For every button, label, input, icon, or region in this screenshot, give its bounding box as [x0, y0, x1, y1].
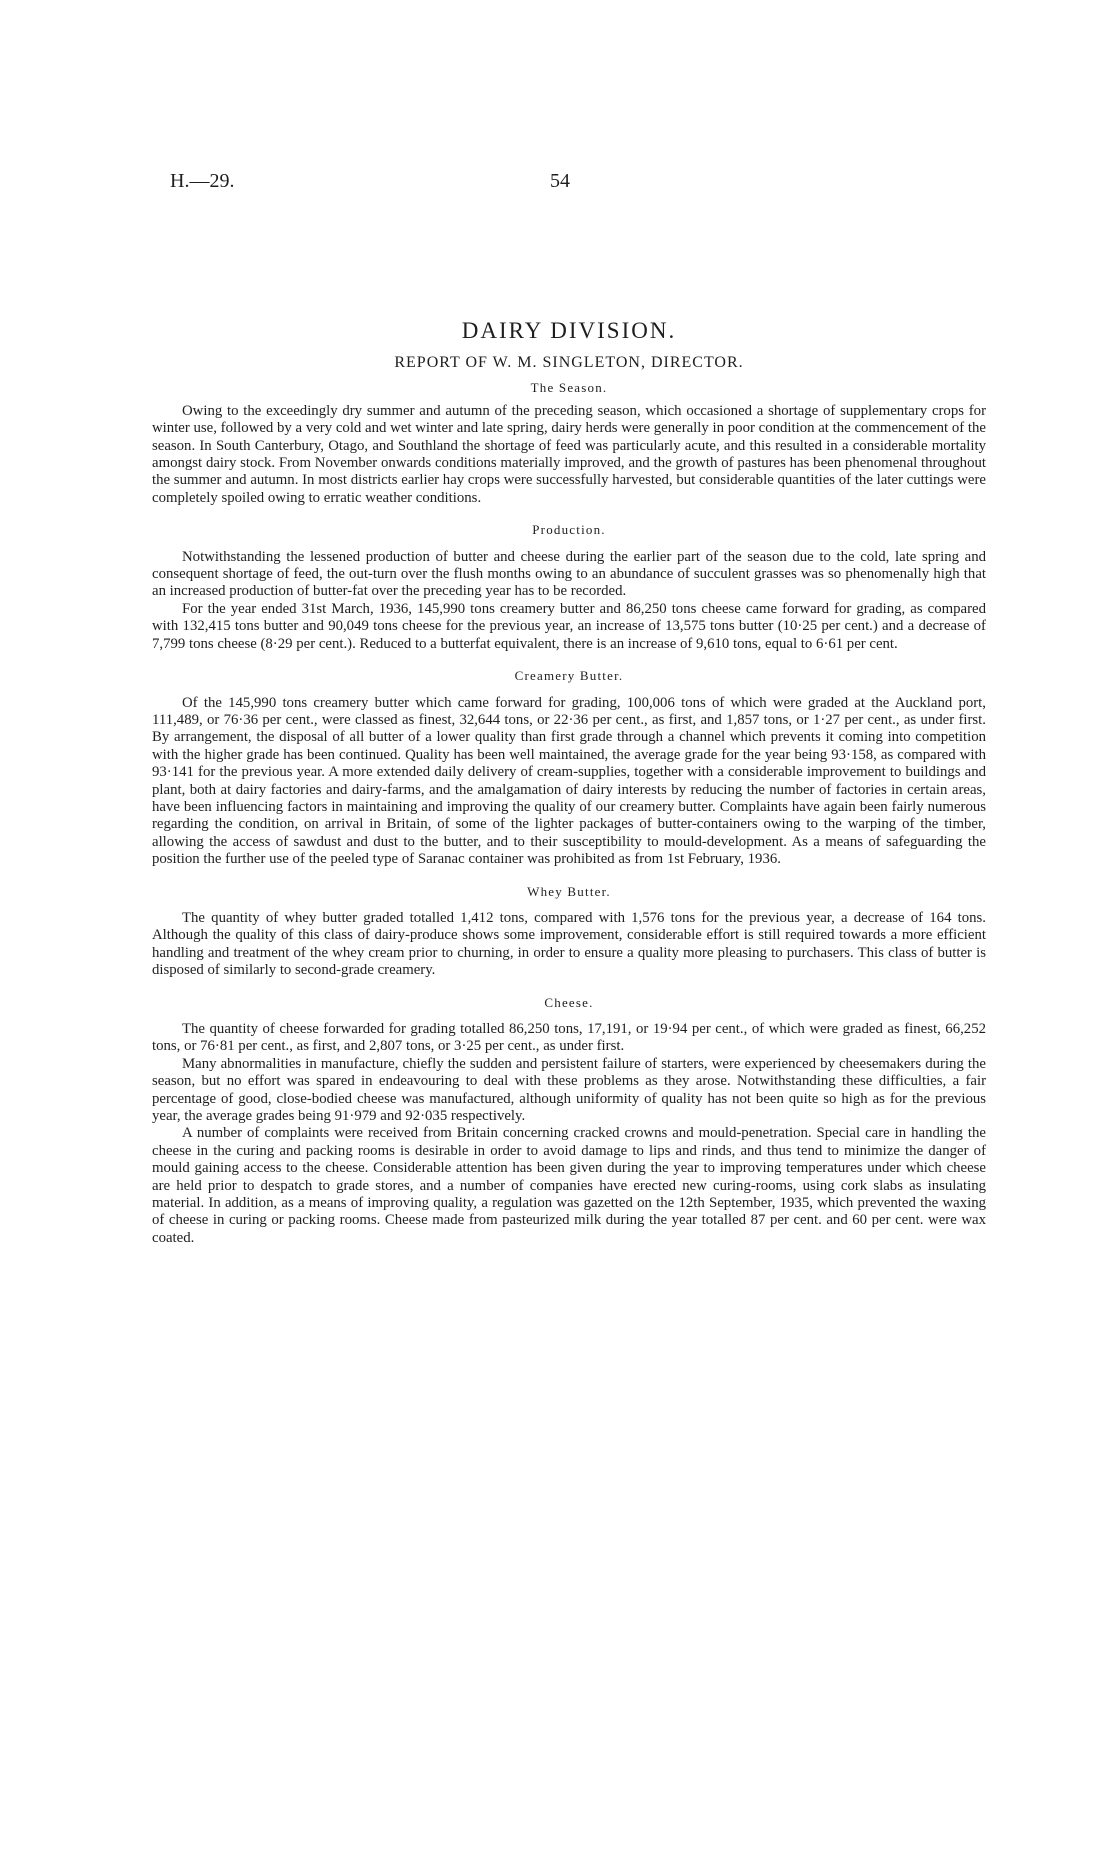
section-heading-cheese: Cheese.: [544, 994, 594, 1010]
cheese-paragraph-2: Many abnormalities in manufacture, chiefly the sudden and persistent failure of starters, were experienced by cheesemakers during the season, but no effort was spared in endeavouring to deal with these problems as they arose. Notwithstanding these difficulties, a fair percentage of good, close-bodied cheese was manufactured, although uniformity of quality has not been quite so high as for the previous year, the average grades being 91·979 and 92·035 respectively.: [152, 1055, 986, 1125]
document-reference: H.—29.: [170, 170, 235, 192]
season-paragraph: Owing to the exceedingly dry summer and autumn of the preceding season, which occasioned a shortage of supplementary crops for winter use, followed by a very cold and wet winter and late spring, dairy herds were generally in poor condition at the commencement of the season. In South Canterbury, Otago, and Southland the shortage of feed was particularly acute, and this resulted in a considerable mortality amongst dairy stock. From November onwards conditions materially improved, and the growth of pastures has been phenomenal throughout the summer and autumn. In most districts earlier hay crops were successfully harvested, but considerable quantities of the later cuttings were completely spoiled owing to erratic weather conditions.: [152, 402, 986, 506]
section-heading-creamery-butter: Creamery Butter.: [514, 668, 624, 684]
page-number: 54: [550, 170, 570, 192]
production-paragraph-1: Notwithstanding the lessened production of butter and cheese during the earlier part of the season due to the cold, late spring and consequent shortage of feed, the out-turn over the flush months owing to an abundance of succulent grasses was so phenomenally high that an increased production of butter-fat over the preceding year has to be recorded.: [152, 548, 986, 600]
production-paragraph-2: For the year ended 31st March, 1936, 145,990 tons creamery butter and 86,250 tons cheese came forward for grading, as compared with 132,415 tons butter and 90,049 tons cheese for the previous year, an increase of 13,575 tons butter (10·25 per cent.) and a decrease of 7,799 tons cheese (8·29 per cent.). Reduced to a butterfat equivalent, there is an increase of 9,610 tons, equal to 6·61 per cent.: [152, 600, 986, 652]
report-subtitle: REPORT OF W. M. SINGLETON, DIRECTOR.: [394, 354, 744, 371]
cheese-paragraph-3: A number of complaints were received from Britain concerning cracked crowns and mould-penetration. Special care in handling the cheese in the curing and packing rooms is desirable in order to avoid damage to lips and rinds, and thus tend to minimize the danger of mould gaining access to the cheese. Considerable attention has been given during the year to improving temperatures under which cheese are held prior to despatch to grade stores, and a number of companies have erected new curing-rooms, using cork slabs as insulating material. In addition, as a means of improving quality, a regulation was gazetted on the 12th September, 1935, which prevented the waxing of cheese in curing or packing rooms. Cheese made from pasteurized milk during the year totalled 87 per cent. and 60 per cent. were wax coated.: [152, 1125, 986, 1246]
creamery-butter-paragraph: Of the 145,990 tons creamery butter which came forward for grading, 100,006 tons of which were graded at the Auckland port, 111,489, or 76·36 per cent., were classed as finest, 32,644 tons, or 22·36 per cent., as first, and 1,857 tons, or 1·27 per cent., as under first. By arrangement, the disposal of all butter of a lower quality than first grade through a channel which prevents it coming into competition with the higher grade has been continued. Quality has been well maintained, the average grade for the year being 93·158, as compared with 93·141 for the previous year. A more extended daily delivery of cream-supplies, together with a considerable improvement to buildings and plant, both at dairy factories and dairy-farms, and the amalgamation of dairy interests by reducing the number of factories in certain areas, have been influencing factors in maintaining and improving the quality of our creamery butter. Complaints have again been fairly numerous regarding the condition, on arrival in Britain, of some of the lighter packages of butter-containers owing to the warping of the timber, allowing the access of sawdust and dust to the butter, and to their susceptibility to mould-development. As a means of safeguarding the position the further use of the peeled type of Saranac container was prohibited as from 1st February, 1936.: [152, 694, 986, 868]
section-heading-whey-butter: Whey Butter.: [527, 883, 611, 899]
division-title: DAIRY DIVISION.: [461, 318, 677, 343]
section-heading-season: The Season.: [530, 380, 608, 396]
report-body: [152, 318, 986, 1247]
cheese-paragraph-1: The quantity of cheese forwarded for grading totalled 86,250 tons, 17,191, or 19·94 per cent., of which were graded as finest, 66,252 tons, or 76·81 per cent., as first, and 2,807 tons, or 3·25 per cent., as under first.: [152, 1021, 986, 1055]
running-header: [170, 170, 970, 200]
whey-butter-paragraph: The quantity of whey butter graded totalled 1,412 tons, compared with 1,576 tons for the previous year, a decrease of 164 tons. Although the quality of this class of dairy-produce shows some improvement, considerable effort is still required towards a more efficient handling and treatment of the whey cream prior to churning, in order to ensure a quality more pleasing to purchasers. This class of butter is disposed of similarly to second-grade creamery.: [152, 909, 986, 979]
section-heading-production: Production.: [532, 522, 606, 538]
